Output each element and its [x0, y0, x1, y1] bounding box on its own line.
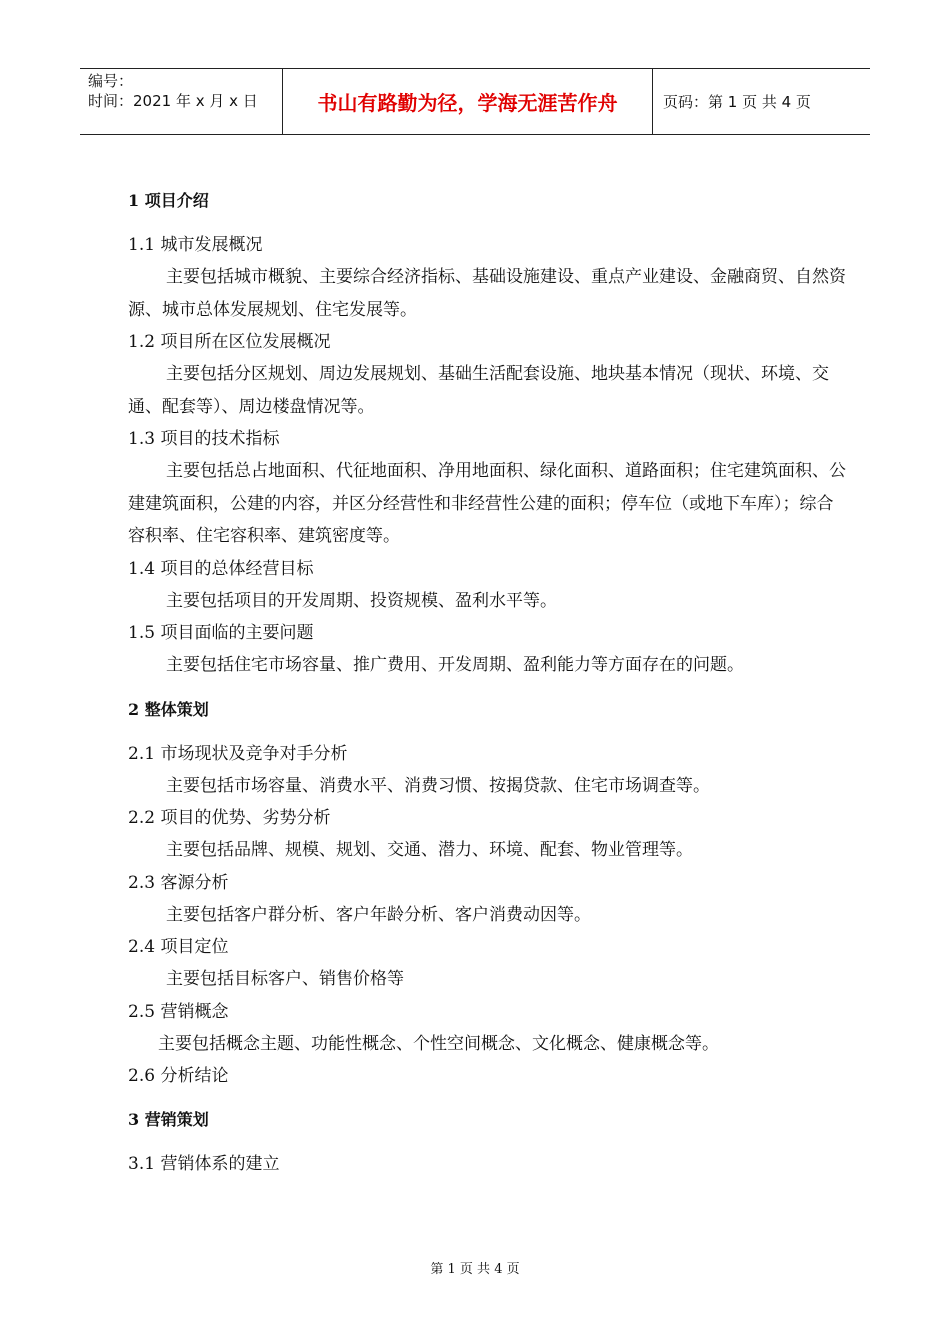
subsection-heading: 2.5 营销概念 — [128, 1001, 229, 1022]
number-label: 编号： — [88, 72, 134, 90]
header-motto: 书山有路勤为径，学海无涯苦作舟 — [317, 91, 618, 115]
header-page-cell — [653, 69, 870, 134]
paragraph: 主要包括总占地面积、代征地面积、净用地面积、绿化面积、道路面积；住宅建筑面积、公建建筑面积，公建的内容，并区分经营性和非经营性公建的面积；停车位（或地下车库）；综合容积率、住宅容积率、建筑密度等。 — [128, 461, 846, 546]
paragraph: 主要包括项目的开发周期、投资规模、盈利水平等。 — [166, 590, 557, 611]
paragraph: 主要包括分区规划、周边发展规划、基础生活配套设施、地块基本情况（现状、环境、交通、配套等）、周边楼盘情况等。 — [128, 364, 829, 417]
time-label: 时间：2021 年 x 月 x 日 — [88, 92, 258, 110]
subsection-heading: 3.1 营销体系的建立 — [128, 1154, 280, 1174]
paragraph: 主要包括城市概貌、主要综合经济指标、基础设施建设、重点产业建设、金融商贸、自然资源、城市总体发展规划、住宅发展等。 — [128, 267, 846, 320]
header-motto-cell — [282, 69, 653, 134]
paragraph: 主要包括品牌、规模、规划、交通、潜力、环境、配套、物业管理等。 — [166, 840, 693, 860]
header-page-label: 页码：第 1 页 共 4 页 — [663, 93, 811, 111]
section-heading: 1 项目介绍 — [128, 191, 209, 210]
subsection-heading: 1.1 城市发展概况 — [128, 235, 263, 255]
subsection-heading: 2.2 项目的优势、劣势分析 — [128, 808, 331, 828]
page-header — [80, 68, 870, 135]
subsection-heading: 1.4 项目的总体经营目标 — [128, 558, 314, 579]
document-body — [128, 185, 848, 1180]
subsection-heading: 2.4 项目定位 — [128, 937, 229, 957]
section-heading: 2 整体策划 — [128, 699, 209, 719]
subsection-heading: 1.2 项目所在区位发展概况 — [128, 332, 331, 352]
section-heading: 3 营销策划 — [128, 1110, 209, 1129]
paragraph: 主要包括住宅市场容量、推广费用、开发周期、盈利能力等方面存在的问题。 — [166, 655, 744, 675]
subsection-heading: 2.6 分析结论 — [128, 1066, 229, 1086]
paragraph: 主要包括概念主题、功能性概念、个性空间概念、文化概念、健康概念等。 — [158, 1033, 719, 1054]
header-meta — [80, 69, 282, 134]
subsection-heading: 2.1 市场现状及竞争对手分析 — [128, 743, 348, 764]
paragraph: 主要包括目标客户、销售价格等 — [166, 969, 404, 989]
page-footer: 第 1 页 共 4 页 — [430, 1262, 520, 1277]
subsection-heading: 1.5 项目面临的主要问题 — [128, 623, 314, 643]
paragraph: 主要包括市场容量、消费水平、消费习惯、按揭贷款、住宅市场调查等。 — [166, 775, 710, 796]
subsection-heading: 1.3 项目的技术指标 — [128, 429, 280, 449]
paragraph: 主要包括客户群分析、客户年龄分析、客户消费动因等。 — [166, 904, 591, 925]
subsection-heading: 2.3 客源分析 — [128, 872, 229, 893]
